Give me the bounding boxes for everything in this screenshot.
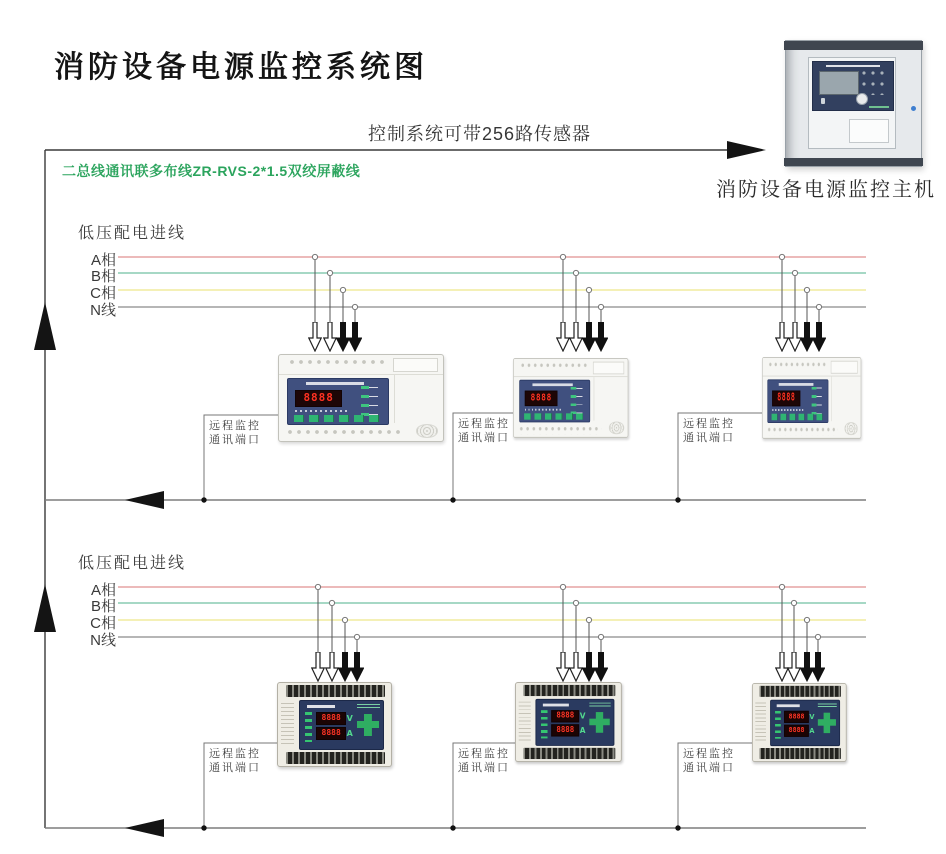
phase-label-c2: C相 bbox=[90, 615, 116, 632]
device-button-row bbox=[294, 415, 382, 422]
seven-segment-display: 8888 bbox=[525, 390, 558, 406]
scale-ticks bbox=[772, 409, 803, 411]
device-front-panel bbox=[519, 380, 590, 422]
sensor-taps-r1-d3 bbox=[776, 254, 826, 351]
phase-lines-section-2 bbox=[118, 587, 866, 637]
phase-label-b2: B相 bbox=[90, 598, 116, 615]
device-title-text bbox=[306, 382, 364, 385]
terminal-strip-bottom bbox=[759, 748, 841, 759]
sensor-taps-r2-d3 bbox=[776, 584, 825, 681]
side-vents bbox=[281, 703, 293, 746]
page-title: 消防设备电源监控系统图 bbox=[54, 50, 428, 85]
monitor-module-r1-d3 bbox=[762, 357, 861, 439]
current-unit-label: A bbox=[346, 728, 353, 738]
current-unit-label: A bbox=[809, 726, 815, 735]
trunk-up-arrow-2-icon bbox=[34, 584, 56, 632]
host-brand-line bbox=[869, 106, 890, 107]
device-button-row bbox=[524, 413, 585, 419]
bus-arrow-2-icon bbox=[125, 819, 164, 837]
voltage-display: 8888 bbox=[551, 710, 579, 723]
host-inner-panel bbox=[808, 57, 896, 149]
host-panel-title-text bbox=[826, 65, 880, 67]
sensor-module-r2-d1 bbox=[277, 682, 392, 767]
device-info-text bbox=[357, 704, 380, 709]
current-display: 8888 bbox=[551, 724, 579, 737]
indicator-led-column bbox=[571, 385, 586, 414]
host-paper-slot bbox=[849, 119, 889, 143]
phase-label-n2: N线 bbox=[90, 632, 116, 649]
terminal-row-bottom bbox=[287, 429, 405, 438]
host-lock-dot bbox=[911, 106, 916, 111]
host-round-button bbox=[856, 93, 868, 105]
terminal-strip-top bbox=[286, 685, 385, 697]
port-label: 远程监控 通讯端口 bbox=[683, 748, 735, 774]
phase-lines-section-1 bbox=[118, 257, 866, 307]
indicator-led-column bbox=[361, 384, 383, 416]
voltage-display: 8888 bbox=[316, 712, 346, 725]
sensor-module-r2-d2 bbox=[515, 682, 622, 762]
phase-label-n1: N线 bbox=[90, 302, 116, 319]
phase-label-a2: A相 bbox=[90, 582, 116, 599]
host-label: 消防设备电源监控主机 bbox=[716, 179, 936, 201]
device-front-panel bbox=[287, 378, 389, 425]
monitor-module-r1-d2 bbox=[513, 358, 628, 438]
indicator-led-column bbox=[812, 385, 825, 415]
bus-arrow-1-icon bbox=[125, 491, 164, 509]
current-display: 8888 bbox=[316, 727, 346, 740]
voltage-unit-label: V bbox=[809, 712, 815, 721]
sensor-taps-r1-d1 bbox=[309, 254, 362, 351]
host-cabinet bbox=[785, 40, 922, 167]
vent-fan-icon bbox=[416, 424, 438, 437]
sensor-capacity-note: 控制系统可带256路传感器 bbox=[368, 124, 592, 144]
voltage-display: 8888 bbox=[784, 711, 809, 723]
terminal-strip-bottom bbox=[523, 748, 615, 759]
host-bottom-band bbox=[784, 158, 923, 166]
scale-ticks bbox=[295, 410, 347, 412]
device-info-text bbox=[817, 704, 836, 708]
indicator-led-column bbox=[541, 710, 548, 738]
seven-segment-display: 8888 bbox=[295, 390, 342, 407]
device-front-panel bbox=[299, 700, 383, 749]
device-front-panel bbox=[536, 699, 614, 745]
device-flap bbox=[593, 362, 624, 374]
terminal-row-top bbox=[289, 359, 387, 367]
host-lcd-screen bbox=[819, 71, 859, 95]
indicator-led-column bbox=[775, 711, 781, 739]
sensor-module-r2-d3 bbox=[752, 683, 847, 762]
side-vents bbox=[519, 702, 531, 743]
device-button-row bbox=[772, 413, 825, 420]
terminal-row-top bbox=[521, 363, 589, 370]
seven-segment-display: 8888 bbox=[772, 390, 800, 406]
port-label: 远程监控 通讯端口 bbox=[683, 418, 735, 444]
side-vents bbox=[756, 702, 766, 742]
dpad-buttons bbox=[817, 712, 835, 733]
vent-fan-icon bbox=[845, 422, 858, 434]
host-led-grid bbox=[862, 71, 887, 96]
sensor-taps-r2-d1 bbox=[312, 584, 364, 681]
current-display: 8888 bbox=[784, 725, 809, 737]
sensor-taps-r1-d2 bbox=[557, 254, 608, 351]
port-label: 远程监控 通讯端口 bbox=[458, 748, 510, 774]
port-label: 远程监控 通讯端口 bbox=[209, 748, 261, 774]
port-label: 远程监控 通讯端口 bbox=[209, 420, 261, 446]
device-title-text bbox=[307, 705, 335, 708]
scale-ticks bbox=[525, 409, 561, 411]
terminal-row-top bbox=[768, 362, 827, 369]
terminal-strip-top bbox=[759, 685, 841, 697]
incoming-label-2: 低压配电进线 bbox=[78, 555, 187, 572]
device-flap bbox=[393, 358, 438, 371]
terminal-row-bottom bbox=[519, 426, 601, 434]
sensor-taps-r2-d2 bbox=[557, 584, 608, 681]
arrow-to-host-icon bbox=[727, 141, 766, 159]
host-key-icon bbox=[821, 98, 825, 104]
port-label: 远程监控 通讯端口 bbox=[458, 418, 510, 444]
device-title-text bbox=[543, 704, 569, 707]
voltage-unit-label: V bbox=[579, 711, 586, 721]
indicator-led-column bbox=[305, 712, 312, 742]
host-top-band bbox=[784, 41, 923, 50]
device-front-panel bbox=[770, 700, 840, 746]
incoming-label-1: 低压配电进线 bbox=[78, 225, 187, 242]
phase-label-b1: B相 bbox=[90, 268, 116, 285]
device-front-panel bbox=[767, 380, 828, 423]
voltage-unit-label: V bbox=[346, 713, 353, 723]
phase-label-c1: C相 bbox=[90, 285, 116, 302]
trunk-up-arrow-1-icon bbox=[34, 302, 56, 350]
phase-label-a1: A相 bbox=[90, 252, 116, 269]
device-info-text bbox=[589, 703, 610, 707]
host-control-panel bbox=[812, 61, 893, 111]
bus-wiring-note: 二总线通讯联多布线ZR-RVS-2*1.5双绞屏蔽线 bbox=[62, 163, 361, 179]
current-unit-label: A bbox=[579, 726, 586, 735]
device-title-text bbox=[777, 705, 800, 708]
dpad-buttons bbox=[589, 712, 610, 733]
device-flap bbox=[831, 361, 858, 373]
vent-fan-icon bbox=[609, 422, 624, 434]
device-title-text bbox=[779, 383, 814, 386]
dpad-buttons bbox=[357, 714, 379, 737]
device-title-text bbox=[533, 384, 573, 387]
terminal-strip-bottom bbox=[286, 752, 385, 764]
monitor-module-r1-d1 bbox=[278, 354, 444, 442]
terminal-strip-top bbox=[523, 684, 615, 696]
terminal-row-bottom bbox=[767, 427, 838, 435]
